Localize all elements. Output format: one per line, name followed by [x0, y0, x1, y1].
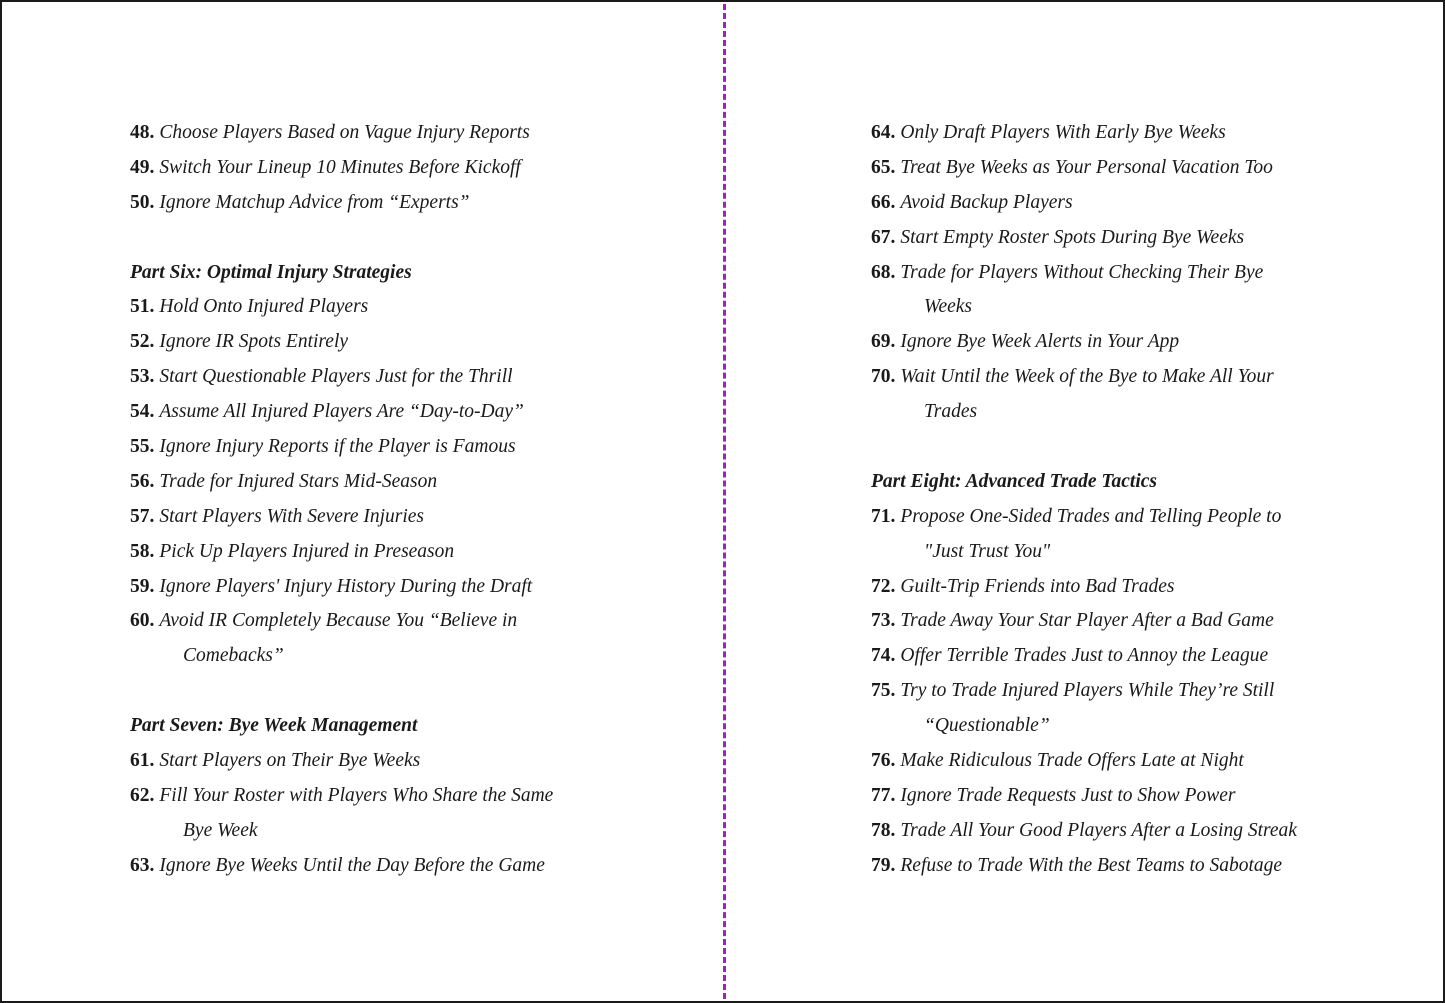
item-title: Propose One-Sided Trades and Telling People to — [900, 505, 1282, 527]
list-item — [871, 779, 1371, 814]
item-title: Ignore Injury Reports if the Player is Famous — [159, 436, 516, 458]
item-number: 72. — [871, 575, 896, 597]
section-heading: Part Six: Optimal Injury Strategies — [130, 261, 412, 283]
item-title-continuation: Bye Week — [183, 819, 258, 841]
item-title: Trade for Players Without Checking Their Bye — [900, 261, 1264, 283]
list-item — [130, 604, 690, 639]
list-item — [130, 290, 690, 325]
item-title: Start Questionable Players Just for the Thrill — [159, 366, 513, 388]
list-item — [130, 395, 690, 430]
item-number: 48. — [130, 122, 155, 143]
item-number: 51. — [130, 296, 155, 318]
item-number: 57. — [130, 505, 155, 527]
item-title: Start Players on Their Bye Weeks — [159, 750, 421, 772]
right-page — [871, 116, 1371, 884]
item-title: Trade Away Your Star Player After a Bad Game — [900, 610, 1274, 632]
section-heading: Part Seven: Bye Week Management — [130, 715, 418, 737]
list-item — [130, 744, 690, 779]
item-title: Wait Until the Week of the Bye to Make All Your — [900, 366, 1274, 388]
list-item — [871, 221, 1371, 256]
item-title-continuation: "Just Trust You" — [924, 540, 1051, 562]
item-title: Trade All Your Good Players After a Losing Streak — [900, 819, 1297, 841]
page-divider — [723, 4, 726, 999]
item-title: Offer Terrible Trades Just to Annoy the League — [900, 645, 1269, 667]
list-item — [871, 500, 1371, 535]
section-spacer — [871, 430, 1371, 465]
item-number: 64. — [871, 122, 896, 143]
item-number: 58. — [130, 540, 155, 562]
list-item — [130, 360, 690, 395]
list-item — [871, 360, 1371, 395]
item-number: 54. — [130, 401, 155, 423]
list-item — [871, 849, 1371, 884]
left-page — [130, 116, 690, 884]
item-title: Ignore IR Spots Entirely — [159, 331, 349, 353]
list-item — [871, 116, 1371, 151]
item-title: Start Players With Severe Injuries — [159, 505, 425, 527]
list-item — [871, 186, 1371, 221]
list-item — [130, 430, 690, 465]
item-number: 75. — [871, 680, 896, 702]
list-item — [130, 849, 690, 884]
item-title: Treat Bye Weeks as Your Personal Vacation Too — [900, 156, 1273, 178]
item-title-continuation: Weeks — [924, 296, 973, 318]
item-title: Pick Up Players Injured in Preseason — [159, 540, 455, 562]
item-title: Only Draft Players With Early Bye Weeks — [900, 122, 1226, 143]
item-number: 79. — [871, 854, 896, 876]
list-item — [871, 674, 1371, 709]
item-title: Assume All Injured Players Are “Day-to-Day” — [159, 401, 524, 423]
list-item — [130, 779, 690, 814]
list-item — [130, 151, 690, 186]
list-item — [871, 256, 1371, 291]
item-number: 56. — [130, 470, 155, 492]
item-title: Ignore Bye Weeks Until the Day Before the Game — [159, 854, 545, 876]
item-number: 71. — [871, 505, 896, 527]
item-number: 50. — [130, 191, 155, 213]
list-item — [130, 116, 690, 151]
item-title: Switch Your Lineup 10 Minutes Before Kickoff — [159, 156, 521, 178]
list-item — [871, 604, 1371, 639]
item-number: 62. — [130, 784, 155, 806]
list-item — [871, 814, 1371, 849]
list-item — [871, 744, 1371, 779]
list-item — [871, 325, 1371, 360]
item-number: 61. — [130, 750, 155, 772]
item-title: Trade for Injured Stars Mid-Season — [159, 470, 438, 492]
item-title: Refuse to Trade With the Best Teams to Sabotage — [900, 854, 1283, 876]
item-title: Make Ridiculous Trade Offers Late at Night — [900, 750, 1244, 772]
item-title: Start Empty Roster Spots During Bye Weeks — [900, 226, 1245, 248]
item-title: Guilt-Trip Friends into Bad Trades — [900, 575, 1175, 597]
item-number: 63. — [130, 854, 155, 876]
list-item — [871, 570, 1371, 605]
list-item — [130, 535, 690, 570]
section-spacer — [130, 221, 690, 256]
list-item — [130, 325, 690, 360]
item-number: 77. — [871, 784, 896, 806]
list-item — [871, 151, 1371, 186]
item-number: 65. — [871, 156, 896, 178]
item-number: 67. — [871, 226, 896, 248]
item-title: Try to Trade Injured Players While They’re Still — [900, 680, 1275, 702]
item-title: Ignore Trade Requests Just to Show Power — [900, 784, 1236, 806]
item-number: 78. — [871, 819, 896, 841]
item-number: 52. — [130, 331, 155, 353]
item-number: 66. — [871, 191, 896, 213]
item-number: 70. — [871, 366, 896, 388]
section-spacer — [130, 674, 690, 709]
item-number: 55. — [130, 436, 155, 458]
item-number: 73. — [871, 610, 896, 632]
list-item — [130, 570, 690, 605]
item-number: 53. — [130, 366, 155, 388]
item-title-continuation: Comebacks” — [183, 645, 284, 667]
list-item — [871, 639, 1371, 674]
item-title-continuation: Trades — [924, 401, 978, 423]
item-title: Choose Players Based on Vague Injury Reports — [159, 122, 530, 143]
item-number: 49. — [130, 156, 155, 178]
item-title: Hold Onto Injured Players — [159, 296, 369, 318]
item-title: Ignore Matchup Advice from “Experts” — [159, 191, 470, 213]
item-number: 68. — [871, 261, 896, 283]
item-number: 76. — [871, 750, 896, 772]
item-number: 59. — [130, 575, 155, 597]
item-title-continuation: “Questionable” — [924, 715, 1050, 737]
item-number: 74. — [871, 645, 896, 667]
list-item — [130, 465, 690, 500]
item-number: 60. — [130, 610, 155, 632]
item-title: Ignore Bye Week Alerts in Your App — [900, 331, 1180, 353]
list-item — [130, 500, 690, 535]
item-number: 69. — [871, 331, 896, 353]
item-title: Avoid IR Completely Because You “Believe in — [159, 610, 518, 632]
item-title: Avoid Backup Players — [900, 191, 1073, 213]
item-title: Fill Your Roster with Players Who Share the Same — [159, 784, 554, 806]
list-item — [130, 186, 690, 221]
item-title: Ignore Players' Injury History During the Draft — [159, 575, 533, 597]
section-heading: Part Eight: Advanced Trade Tactics — [871, 470, 1157, 492]
